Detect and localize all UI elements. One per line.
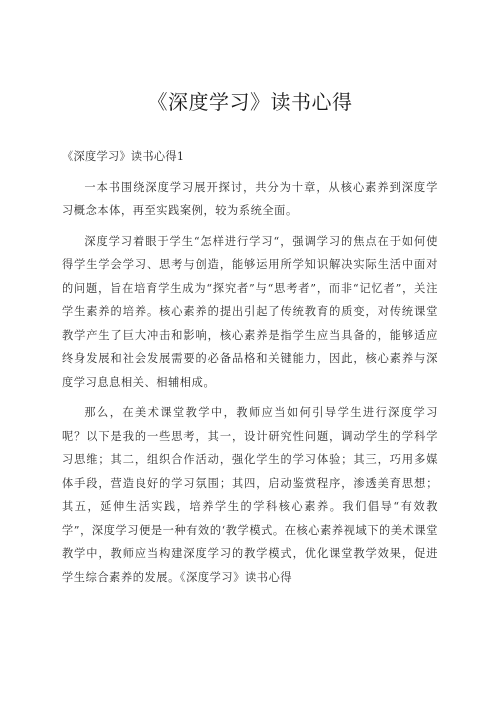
paragraph-core-literacy: 深度学习着眼于学生“怎样进行学习“，强调学习的焦点在于如何使得学生学会学习、思考与创造，能够运用所学知识解决实际生活中面对的问题，旨在培育学生成为“探究者”与“思考者”，而非“记忆者”，关注学生素养的培养。核心素养的提出引起了传统教育的质变，对传统课堂教学产生了巨大冲击和影响，核心素养是指学生应当具备的，能够适应终身发展和社会发展需要的必备品格和关键能力，因此，核心素养与深度学习息息相关、相辅相成。 <box>62 234 438 389</box>
section-heading: 《深度学习》读书心得1 <box>62 150 185 163</box>
document-body <box>62 145 438 596</box>
paragraph-art-teaching: 那么，在美术课堂教学中，教师应当如何引导学生进行深度学习呢？以下是我的一些思考，其一，设计研究性问题，调动学生的学科学习思维；其二，组织合作活动，强化学生的学习体验；其三，巧用多媒体手段，营造良好的学习氛围；其四，启动鉴赏程序，渗透美育思想；其五，延伸生活实践，培养学生的学科核心素养。我们倡导“有效教学”，深度学习便是一种有效的‘教学模式。在核心素养视域下的美术课堂教学中，教师应当构建深度学习的教学模式，优化课堂教学效果，促进学生综合素养的发展。《深度学习》读书心得 <box>62 406 438 584</box>
document-title: 《深度学习》读书心得 <box>147 90 353 114</box>
paragraph-intro: 一本书围绕深度学习展开探讨，共分为十章，从核心素养到深度学习概念本体，再至实践案例，较为系统全面。 <box>62 180 438 217</box>
